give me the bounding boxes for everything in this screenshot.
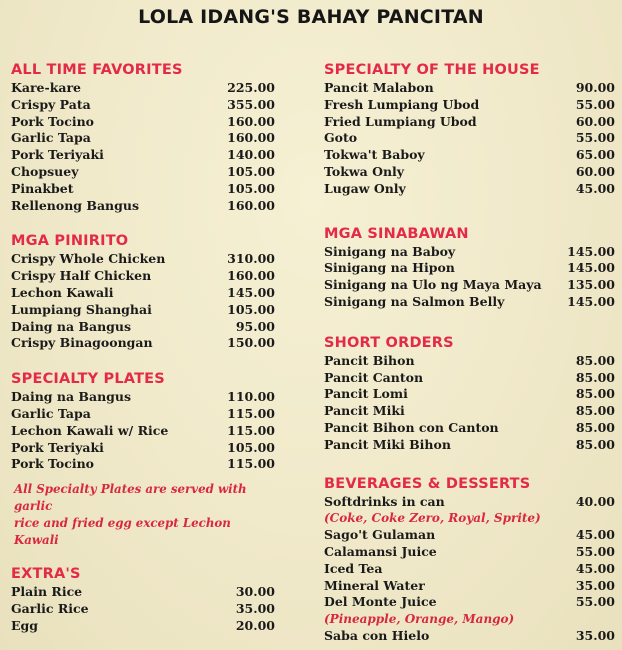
note-line: rice and fried egg except Lechon Kawali (14, 516, 231, 548)
item-name: Saba con Hielo (324, 627, 430, 643)
item-name: Sinigang na Ulo ng Maya Maya (324, 277, 542, 293)
item-name: Plain Rice (11, 584, 83, 600)
item-price: 30.00 (235, 584, 275, 600)
specialty-plates-note (14, 481, 275, 549)
item-price: 145.00 (567, 260, 615, 276)
item-price: 160.00 (227, 130, 275, 146)
menu-item (11, 285, 275, 302)
menu-item (324, 181, 615, 198)
item-price: 65.00 (575, 147, 615, 163)
menu-item (11, 130, 275, 147)
menu-item (11, 181, 275, 198)
item-price: 105.00 (227, 163, 275, 179)
menu-item (324, 578, 615, 595)
item-price: 140.00 (227, 147, 275, 163)
item-options: (Pineapple, Orange, Mango) (324, 612, 515, 627)
menu-item (11, 251, 275, 268)
menu-item (324, 386, 615, 403)
item-price: 85.00 (575, 369, 615, 385)
item-price: 110.00 (227, 389, 275, 405)
menu-item (324, 594, 615, 611)
item-name: Crispy Pata (11, 96, 91, 112)
menu-item (324, 628, 615, 645)
menu-item (324, 527, 615, 544)
section-title: SPECIALTY PLATES (11, 371, 165, 388)
section-title: ALL TIME FAVORITES (11, 62, 183, 78)
item-price: 355.00 (227, 96, 275, 112)
item-price: 60.00 (575, 113, 615, 129)
item-name: Lechon Kawali (11, 284, 114, 300)
item-price: 105.00 (227, 180, 275, 196)
item-price: 85.00 (575, 436, 615, 452)
item-price: 55.00 (575, 543, 615, 559)
item-name: Iced Tea (324, 560, 383, 576)
menu-item (11, 440, 275, 457)
section-title: MGA PINIRITO (11, 233, 129, 250)
item-name: Calamansi Juice (324, 543, 437, 559)
menu-item (324, 260, 615, 277)
item-name: Pancit Canton (324, 369, 424, 385)
item-name: Sinigang na Hipon (324, 260, 455, 276)
section-title: BEVERAGES & DESSERTS (324, 475, 531, 492)
menu-item (324, 277, 615, 294)
item-price: 115.00 (227, 405, 275, 421)
menu-item (324, 97, 615, 114)
item-price: 45.00 (575, 180, 615, 196)
menu-item (11, 164, 275, 181)
menu-item (11, 114, 275, 131)
item-name: Fried Lumpiang Ubod (324, 113, 477, 129)
item-options: (Coke, Coke Zero, Royal, Sprite) (324, 511, 541, 526)
item-name: Lechon Kawali w/ Rice (11, 422, 169, 438)
section-title: MGA SINABAWAN (324, 225, 469, 242)
item-price: 20.00 (235, 617, 275, 633)
item-name: Pork Tocino (11, 113, 94, 129)
item-name: Daing na Bangus (11, 318, 132, 334)
item-name: Pork Tocino (11, 456, 94, 472)
section-mga-pinirito (11, 232, 275, 352)
item-price: 85.00 (575, 403, 615, 419)
item-name: Crispy Whole Chicken (11, 251, 166, 267)
item-price: 105.00 (227, 301, 275, 317)
item-name: Rellenong Bangus (11, 197, 140, 213)
menu-item (324, 561, 615, 578)
item-price: 160.00 (227, 268, 275, 284)
item-price: 45.00 (575, 527, 615, 543)
menu-item (324, 164, 615, 181)
item-name: Crispy Binagoongan (11, 335, 153, 351)
item-name: Pinakbet (11, 180, 74, 196)
item-price: 135.00 (567, 277, 615, 293)
section-short-orders (324, 334, 615, 454)
item-price: 105.00 (227, 439, 275, 455)
menu-item (11, 97, 275, 114)
item-name: Egg (11, 617, 39, 633)
menu-item (324, 114, 615, 131)
item-name: Pork Teriyaki (11, 147, 104, 163)
menu-item (11, 423, 275, 440)
item-price: 85.00 (575, 386, 615, 402)
menu-item (11, 80, 275, 97)
item-name: Pancit Lomi (324, 386, 408, 402)
item-name: Pancit Miki (324, 403, 405, 419)
item-price: 90.00 (575, 80, 615, 95)
menu-item (11, 584, 275, 601)
item-price: 60.00 (575, 163, 615, 179)
item-price: 95.00 (235, 318, 275, 334)
item-price: 145.00 (567, 293, 615, 309)
section-specialty-plates (11, 370, 275, 549)
item-price: 35.00 (575, 627, 615, 643)
item-name: Garlic Tapa (11, 130, 91, 146)
menu-item (324, 420, 615, 437)
item-name: Garlic Tapa (11, 405, 91, 421)
item-name: Pancit Bihon con Canton (324, 419, 499, 435)
menu-item (11, 618, 275, 635)
item-price: 85.00 (575, 352, 615, 368)
menu-item (11, 302, 275, 319)
item-name: Tokwa't Baboy (324, 147, 425, 163)
menu-item (324, 544, 615, 561)
section-extras (11, 565, 275, 634)
menu-item (324, 80, 615, 97)
menu-title: LOLA IDANG'S BAHAY PANCITAN (138, 6, 484, 28)
menu-item (11, 406, 275, 423)
item-price: 145.00 (227, 284, 275, 300)
item-name: Garlic Rice (11, 600, 89, 616)
item-name: Tokwa Only (324, 163, 405, 179)
item-name: Mineral Water (324, 577, 425, 593)
item-name: Goto (324, 130, 358, 146)
item-price: 160.00 (227, 197, 275, 213)
item-name: Sago't Gulaman (324, 527, 436, 543)
item-name: Sinigang na Baboy (324, 243, 456, 259)
menu-item (11, 456, 275, 473)
item-price: 115.00 (227, 456, 275, 472)
item-name: Pork Teriyaki (11, 439, 104, 455)
menu-item (324, 147, 615, 164)
item-price: 225.00 (227, 80, 275, 95)
section-title: SHORT ORDERS (324, 334, 454, 351)
note-line: All Specialty Plates are served with garlic (14, 482, 247, 514)
menu-item (11, 335, 275, 352)
item-name: Pancit Miki Bihon (324, 436, 451, 452)
item-name: Kare-kare (11, 80, 81, 95)
item-price: 145.00 (567, 243, 615, 259)
item-price: 35.00 (235, 600, 275, 616)
menu-item (11, 268, 275, 285)
item-price: 85.00 (575, 419, 615, 435)
menu-item (11, 319, 275, 336)
item-price: 55.00 (575, 594, 615, 610)
menu-item (324, 437, 615, 454)
menu-item (324, 130, 615, 147)
item-name: Lumpiang Shanghai (11, 301, 152, 317)
menu-item (324, 294, 615, 311)
menu-item (11, 389, 275, 406)
menu-item (324, 353, 615, 370)
menu-item (324, 403, 615, 420)
item-name: Daing na Bangus (11, 389, 132, 405)
item-price: 55.00 (575, 96, 615, 112)
section-title: EXTRA'S (11, 566, 81, 583)
section-all-time-favorites (11, 61, 275, 214)
item-price: 55.00 (575, 130, 615, 146)
item-name: Chopsuey (11, 163, 79, 179)
left-column (11, 61, 275, 635)
menu-item (11, 198, 275, 215)
item-name: Crispy Half Chicken (11, 268, 152, 284)
item-name: Fresh Lumpiang Ubod (324, 96, 480, 112)
menu-item (11, 601, 275, 618)
item-price: 115.00 (227, 422, 275, 438)
item-price: 35.00 (575, 577, 615, 593)
item-name: Pancit Bihon (324, 352, 415, 368)
menu-item (11, 147, 275, 164)
menu-item (324, 370, 615, 387)
section-specialty-of-the-house (324, 61, 615, 198)
item-price: 150.00 (227, 335, 275, 351)
item-price: 45.00 (575, 560, 615, 576)
item-name: Softdrinks in can (324, 493, 445, 509)
item-name: Sinigang na Salmon Belly (324, 293, 505, 309)
section-title: SPECIALTY OF THE HOUSE (324, 62, 540, 78)
item-name: Del Monte Juice (324, 594, 437, 610)
item-name: Pancit Malabon (324, 80, 434, 95)
right-column (324, 61, 615, 645)
item-price: 310.00 (227, 251, 275, 267)
item-name: Lugaw Only (324, 180, 406, 196)
section-beverages-desserts (324, 475, 615, 645)
menu-item (324, 244, 615, 261)
item-price: 40.00 (575, 493, 615, 509)
menu-item (324, 494, 615, 511)
section-mga-sinabawan (324, 225, 615, 311)
item-price: 160.00 (227, 113, 275, 129)
